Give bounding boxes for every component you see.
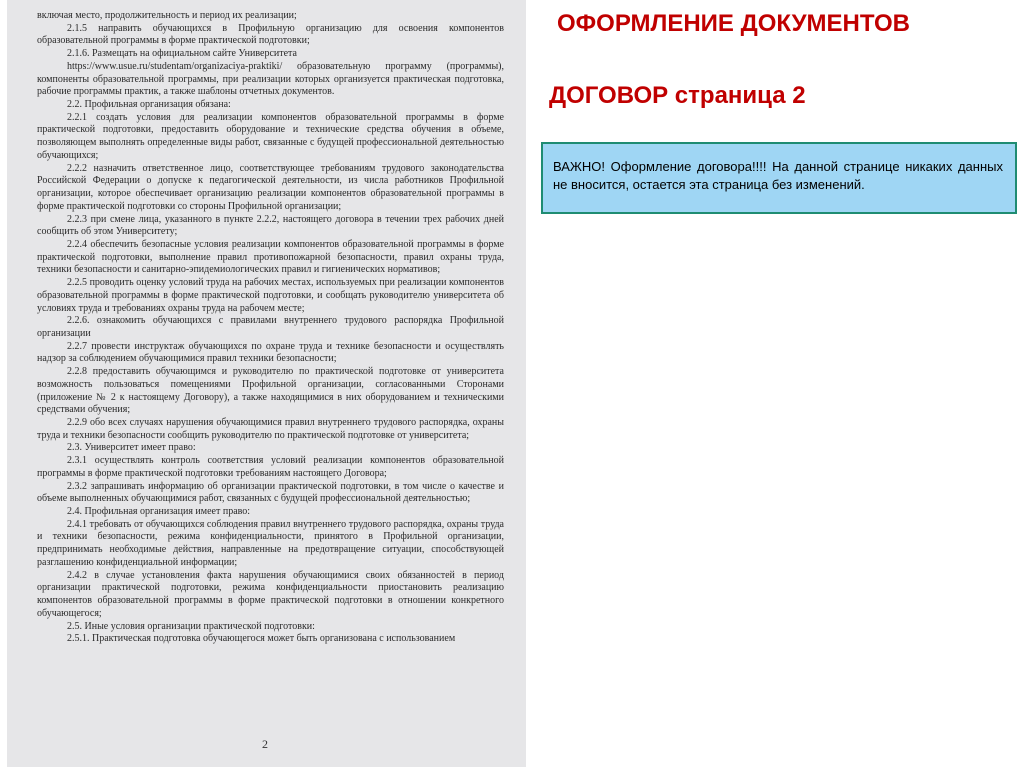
contract-paragraph: 2.3. Университет имеет право: xyxy=(67,442,196,454)
contract-paragraph: 2.4.2 в случае установления факта нарушения обучающимися своих обязанностей в период организации практической подготовки, режима конфиденциальности приостановить реализацию компонентов образовательной программы в форме практической подготовки в отношении конкретного обучающегося; xyxy=(37,569,504,619)
contract-paragraph: 2.1.6. Размещать на официальном сайте Университета xyxy=(67,48,297,60)
page-number: 2 xyxy=(262,737,268,751)
contract-paragraph: 2.2.6. ознакомить обучающихся с правилами внутреннего трудового распорядка Профильной организации xyxy=(37,315,504,339)
contract-paragraph: 2.2.3 при смене лица, указанного в пункте 2.2.2, настоящего договора в течении трех рабочих дней сообщить об этом Университету; xyxy=(37,213,504,238)
contract-paragraph: 2.2.5 проводить оценку условий труда на рабочих местах, используемых при реализации компонентов образовательной программы в форме практической подготовки, и сообщать руководителю университета об условиях труда и требованиях охраны труда на рабочем месте; xyxy=(37,277,504,314)
contract-paragraph: 2.2.8 предоставить обучающимся и руководителю по практической подготовке от университета возможность пользоваться помещениями Профильной организации, согласованными Сторонами (приложение № 2 к настоящему Договору), а также находящимися в них оборудованием и техническими средствами обучения; xyxy=(37,366,504,416)
contract-paragraph: 2.2.1 создать условия для реализации компонентов образовательной программы в форме практической подготовки, предоставить оборудование и технические средства обучения в объеме, позволяющем выполнять определенные виды работ, связанные с будущей профессиональной деятельностью обучающихся; xyxy=(37,111,504,161)
contract-paragraph: 2.2.7 провести инструктаж обучающихся по охране труда и технике безопасности и осуществлять надзор за соблюдением обучающимися правил техники безопасности; xyxy=(37,340,504,365)
contract-paragraph: 2.1.5 направить обучающихся в Профильную организацию для освоения компонентов образовательной программы в форме практической подготовки; xyxy=(37,22,504,47)
contract-paragraph: 2.4. Профильная организация имеет право: xyxy=(67,506,251,518)
contract-paragraph: включая место, продолжительность и период их реализации; xyxy=(37,10,297,21)
slide-title: ОФОРМЛЕНИЕ ДОКУМЕНТОВ xyxy=(557,10,910,37)
contract-paragraph: 2.5. Иные условия организации практической подготовки: xyxy=(67,620,315,632)
important-note xyxy=(541,142,1017,214)
contract-paragraph: 2.2.2 назначить ответственное лицо, соответствующее требованиям трудового законодательства Российской Федерации о допуске к педагогической деятельности, из числа работников Профильной организации, которое обеспечивает организацию реализации компонентов образовательной программы в форме практической подготовки со стороны Профильной организации; xyxy=(37,162,504,212)
contract-paragraph: 2.3.2 запрашивать информацию об организации практической подготовки, в том числе о качестве и объеме выполненных обучающимися работ, связанных с будущей профессиональной деятельностью; xyxy=(37,480,504,505)
contract-text xyxy=(37,10,504,646)
important-note-text: ВАЖНО! Оформление договора!!!! На данной странице никаких данных не вносится, остается эта страница без изменений. xyxy=(553,159,1003,192)
contract-paragraph: 2.3.1 осуществлять контроль соответствия условий реализации компонентов образовательной программы в форме практической подготовки требованиям настоящего Договора; xyxy=(37,455,504,479)
contract-paragraph: 2.2.4 обеспечить безопасные условия реализации компонентов образовательной программы в форме практической подготовки, выполнение правил противопожарной безопасности, правил охраны труда, техники безопасности и санитарно-эпидемиологических правил и гигиенических нормативов; xyxy=(37,238,504,276)
contract-paragraph: 2.4.1 требовать от обучающихся соблюдения правил внутреннего трудового распорядка, охраны труда и техники безопасности, режима конфиденциальности, принятого в Профильной организации, предпринимать необходимые действия, направленные на предотвращение ситуации, способствующей разглашению конфиденциальной информации; xyxy=(37,518,504,568)
contract-paragraph: https://www.usue.ru/studentam/organizaciya-praktiki/ образовательную программу (программы), компоненты образовательной программы, при реализации которых организуется практическая подготовка, рабочие программы практик, а также шаблоны отчетных документов. xyxy=(37,60,504,98)
contract-paragraph: 2.2. Профильная организация обязана: xyxy=(67,99,231,111)
contract-page-scan xyxy=(7,0,526,767)
slide-subtitle: ДОГОВОР страница 2 xyxy=(549,82,806,109)
contract-paragraph: 2.2.9 обо всех случаях нарушения обучающимися правил внутреннего трудового распорядка, охраны труда и техники безопасности сообщить руководителю по практической подготовке от университета; xyxy=(37,417,504,441)
contract-paragraph: 2.5.1. Практическая подготовка обучающегося может быть организована с использованием xyxy=(67,633,456,645)
